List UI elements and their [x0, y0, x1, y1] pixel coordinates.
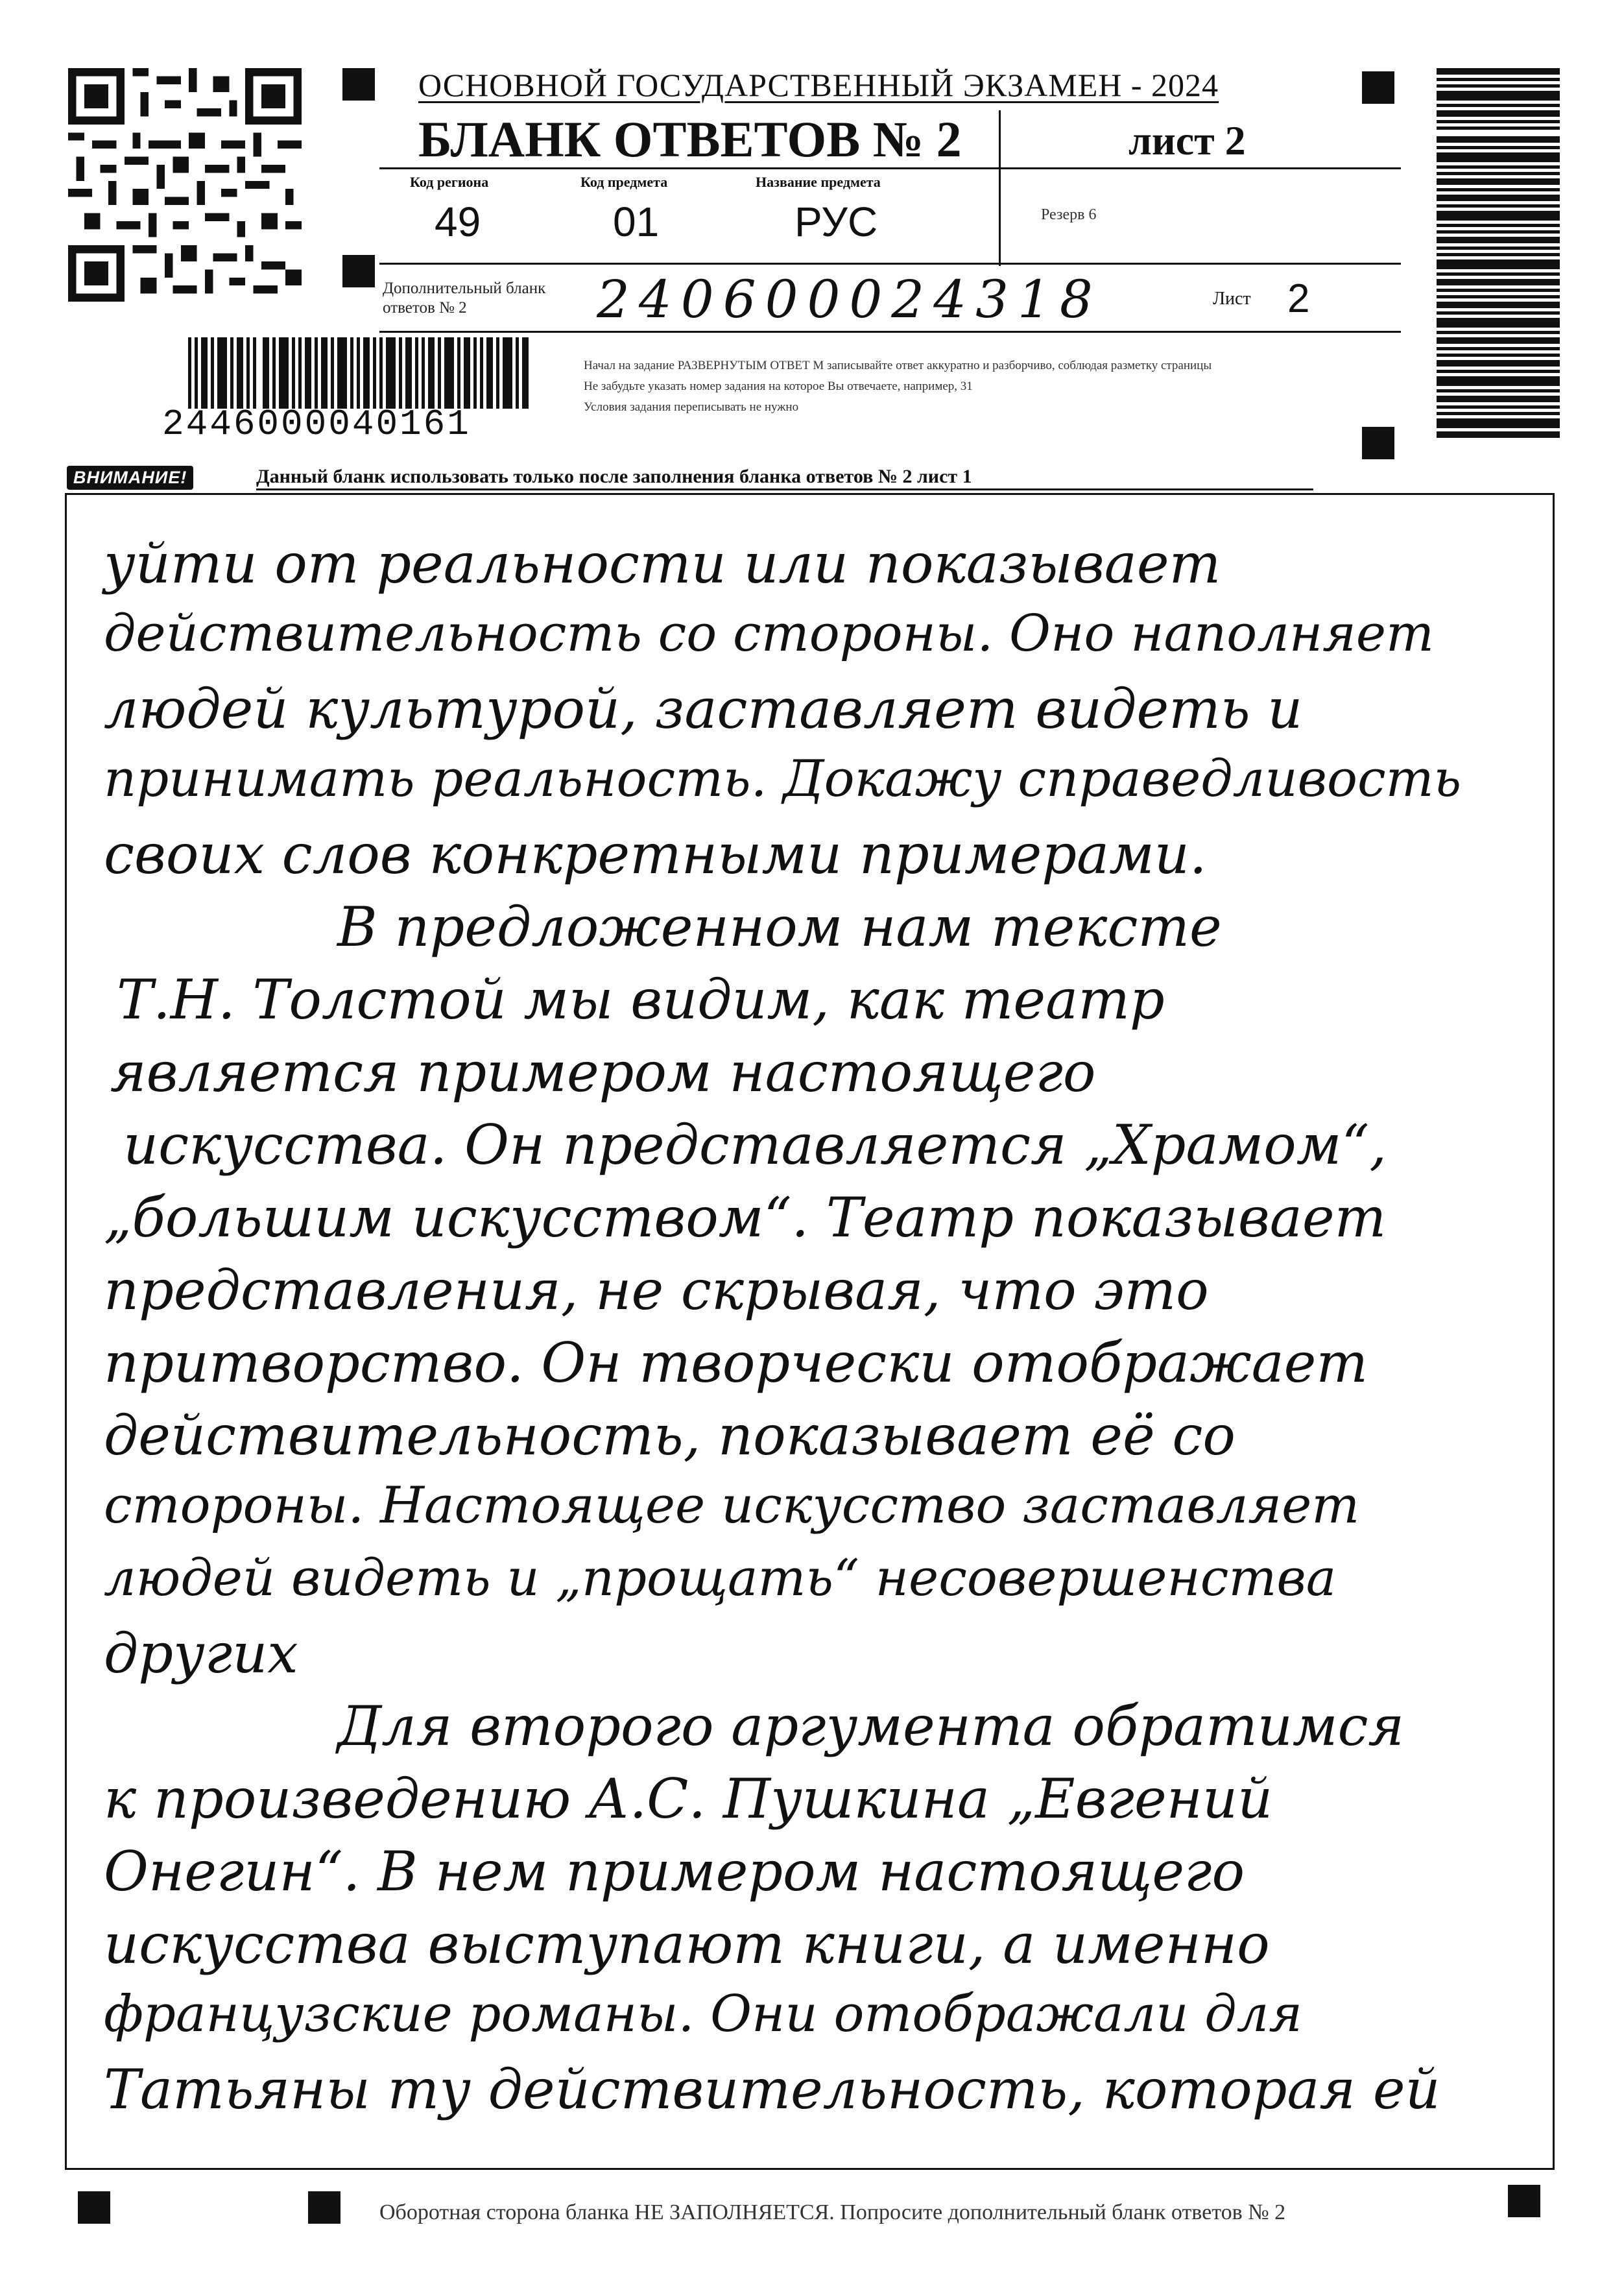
region-label: Код региона [410, 174, 489, 190]
reserve-field: Резерв 6 [1041, 206, 1097, 223]
region-value: 49 [435, 199, 481, 245]
alignment-marker [1362, 427, 1394, 459]
sheet-number: 2 [1287, 276, 1310, 321]
answer-line: французские романы. Они отображали для [104, 1985, 1302, 2043]
answer-line: других [104, 1622, 298, 1685]
answer-line: „большим искусством“. Театр показывает [104, 1186, 1387, 1249]
additional-form-label: Дополнительный бланк ответов № 2 [383, 280, 546, 317]
footer-note: Оборотная сторона бланка НЕ ЗАПОЛНЯЕТСЯ. Попросите дополнительный бланк ответов № 2 [379, 2200, 1286, 2224]
exam-title: ОСНОВНОЙ ГОСУДАРСТВЕННЫЙ ЭКЗАМЕН - 2024 [418, 67, 1219, 103]
alignment-marker [1362, 71, 1394, 104]
answer-line: Т.Н. Толстой мы видим, как театр [117, 968, 1165, 1031]
instructions [584, 355, 1414, 418]
sheet-title: лист 2 [1128, 117, 1246, 163]
answer-line: к произведению А.С. Пушкина „Евгений [104, 1767, 1273, 1831]
form-title: БЛАНК ОТВЕТОВ № 2 [418, 111, 962, 167]
answer-line: действительность со стороны. Оно наполняет [104, 605, 1435, 663]
header-divider [379, 331, 1401, 333]
instruction-line: Начал на задание РАЗВЕРНУТЫМ ОТВЕТ М записывайте ответ аккуратно и разборчиво, соблюдая разметку страницы [584, 359, 1212, 372]
additional-form-number: 240600024318 [597, 269, 1102, 330]
answer-line: Онегин“. В нем примером настоящего [104, 1840, 1245, 1903]
answer-line: искусства. Он представляется „Храмом“, [123, 1113, 1387, 1177]
answer-line: является примером настоящего [110, 1041, 1096, 1104]
barcode-number: 2446000040161 [162, 403, 471, 445]
instruction-line: Не забудьте указать номер задания на которое Вы отвечаете, например, 31 [584, 379, 973, 393]
qr-code [68, 68, 302, 302]
subject-name-label: Название предмета [756, 174, 881, 190]
alignment-marker [1508, 2185, 1540, 2217]
answer-line: уйти от реальности или показывает [104, 532, 1221, 596]
answer-line: людей видеть и „прощать“ несовершенства [104, 1549, 1337, 1607]
answer-line: представления, не скрывая, что это [104, 1258, 1209, 1322]
subject-code-value: 01 [613, 199, 660, 245]
header-divider [379, 167, 1401, 169]
barcode [188, 337, 529, 409]
warning-underline [256, 488, 1313, 490]
instruction-line: Условия задания переписывать не нужно [584, 400, 799, 414]
answer-line: В предложенном нам тексте [337, 895, 1222, 959]
header-divider [379, 263, 1401, 265]
side-barcode [1437, 68, 1560, 438]
answer-line: стороны. Настоящее искусство заставляет [104, 1476, 1360, 1535]
warning-badge: ВНИМАНИЕ! [67, 466, 193, 490]
answer-line: искусства выступают книги, а именно [104, 1912, 1270, 1976]
answer-line: принимать реальность. Докажу справедливость [104, 750, 1462, 808]
alignment-marker [342, 255, 375, 287]
header-divider [999, 110, 1001, 266]
alignment-marker [78, 2191, 110, 2224]
answer-line: притворство. Он творчески отображает [104, 1331, 1368, 1395]
subject-code-label: Код предмета [580, 174, 668, 190]
answer-line: своих слов конкретными примерами. [104, 823, 1207, 886]
warning-text: Данный бланк использовать только после заполнения бланка ответов № 2 лист 1 [256, 466, 972, 487]
subject-name-value: РУС [794, 199, 878, 245]
answer-line: Татьяны ту действительность, которая ей [104, 2058, 1440, 2121]
answer-line: людей культурой, заставляет видеть и [104, 677, 1303, 741]
answer-line: Для второго аргумента обратимся [337, 1694, 1405, 1758]
sheet-label: Лист [1213, 289, 1251, 309]
alignment-marker [342, 68, 375, 101]
answer-line: действительность, показывает её со [104, 1404, 1236, 1467]
alignment-marker [308, 2191, 340, 2224]
